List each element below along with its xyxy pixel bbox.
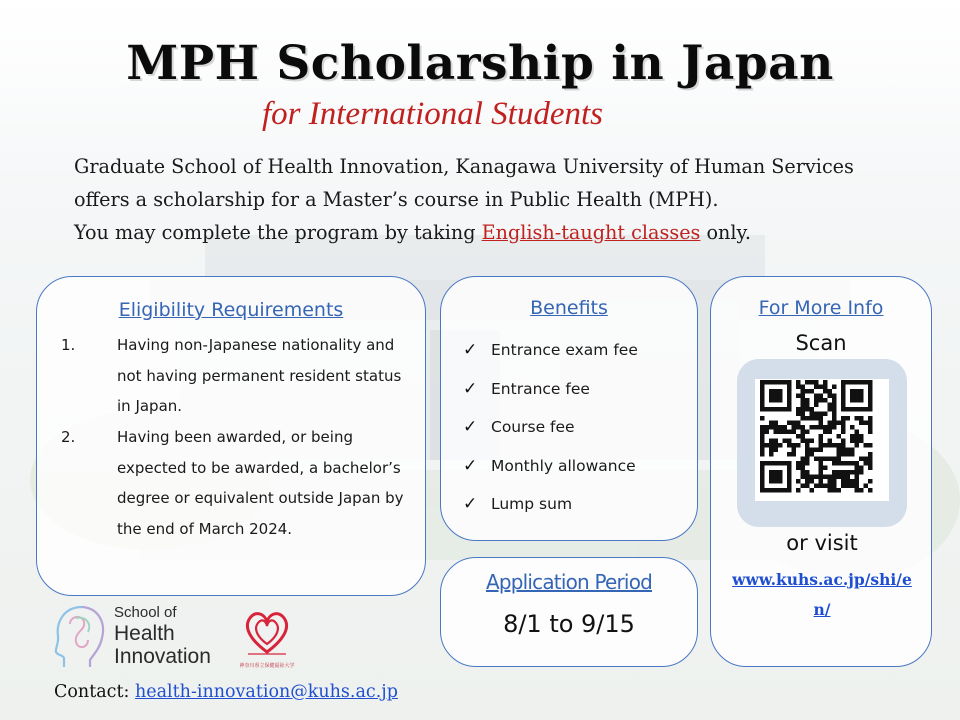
intro-line-3 (74, 216, 924, 249)
page-subtitle: for International Students (262, 96, 603, 132)
scan-label: Scan (795, 331, 847, 355)
checkmark-icon: ✓ (463, 417, 478, 437)
qr-code-icon[interactable] (755, 379, 889, 501)
eligibility-item (61, 330, 411, 422)
benefits-heading: Benefits (530, 297, 608, 319)
english-taught-highlight: English-taught classes (481, 221, 701, 244)
intro-line-3-end: only. (700, 221, 751, 244)
benefit-label: Monthly allowance (491, 456, 636, 475)
eligibility-item-text: Having non-Japanese nationality and not having permanent resident status in Japan. (117, 336, 402, 415)
page-title: MPH Scholarship in Japan (126, 36, 834, 91)
school-logo-text (114, 604, 211, 668)
contact-label: Contact: (54, 682, 130, 702)
contact-line (54, 682, 398, 702)
head-outline-logo-icon (52, 604, 108, 670)
heart-emblem-icon (238, 608, 296, 660)
benefit-item (463, 370, 697, 409)
university-emblem (238, 608, 296, 669)
application-period-dates: 8/1 to 9/15 (503, 610, 635, 638)
school-logo-line-1: School of (114, 604, 177, 621)
benefits-list (463, 331, 697, 524)
eligibility-item-number: 2. (61, 428, 76, 446)
benefit-item (463, 485, 697, 524)
benefit-label: Entrance fee (491, 379, 590, 398)
benefit-label: Course fee (491, 418, 575, 436)
university-name: 神奈川県立保健福祉大学 (239, 663, 295, 669)
qr-code-frame (737, 359, 907, 527)
intro-line-1: Graduate School of Health Innovation, Kanagawa University of Human Services (74, 155, 854, 178)
eligibility-card (36, 276, 426, 596)
benefit-label: Lump sum (491, 495, 573, 513)
school-logo-line-2: Health (114, 622, 175, 645)
eligibility-item (61, 422, 411, 544)
benefit-item (463, 408, 697, 447)
checkmark-icon: ✓ (463, 378, 478, 399)
intro-paragraph (74, 150, 924, 249)
eligibility-item-number: 1. (61, 336, 76, 354)
website-link[interactable]: www.kuhs.ac.jp/shi/en/ (732, 570, 912, 619)
benefit-item (463, 447, 697, 486)
or-visit-label: or visit (786, 531, 858, 555)
school-logo-line-3: Innovation (114, 645, 211, 668)
intro-line-3-start: You may complete the program by taking (74, 221, 482, 244)
intro-line-2: offers a scholarship for a Master’s course in Public Health (MPH). (74, 188, 719, 211)
checkmark-icon: ✓ (463, 494, 478, 514)
application-period-heading: Application Period (485, 570, 653, 594)
more-info-heading: For More Info (758, 297, 884, 319)
checkmark-icon: ✓ (463, 340, 478, 360)
eligibility-heading: Eligibility Requirements (118, 299, 344, 321)
benefit-item (463, 331, 697, 370)
school-logo (52, 604, 211, 675)
checkmark-icon: ✓ (463, 455, 478, 476)
application-period-card (440, 557, 698, 667)
contact-email-link[interactable]: health-innovation@kuhs.ac.jp (134, 682, 398, 702)
benefits-card (440, 276, 698, 541)
benefit-label: Entrance exam fee (491, 341, 638, 359)
eligibility-item-text: Having been awarded, or being expected to be awarded, a bachelor’s degree or equivalent outside Japan by the end of March 2024. (117, 428, 404, 538)
more-info-card (710, 276, 932, 667)
